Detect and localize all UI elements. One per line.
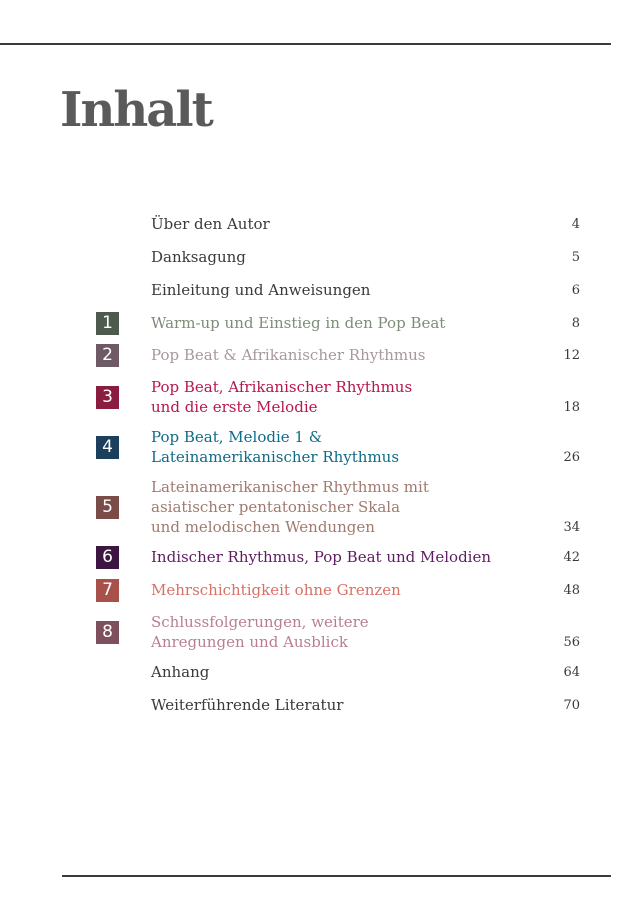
toc-entry[interactable]	[0, 695, 640, 715]
toc-entry-title-line: Pop Beat, Melodie 1 &	[151, 428, 323, 446]
toc-entry-page-number: 64	[563, 665, 580, 680]
toc-entry-title	[151, 695, 541, 715]
toc-entry[interactable]	[0, 612, 640, 652]
toc-entry-title	[151, 247, 541, 267]
toc-entry[interactable]	[0, 427, 640, 467]
chapter-number-badge: 2	[96, 344, 119, 367]
toc-entry-title	[151, 377, 541, 417]
toc-entry[interactable]	[0, 345, 640, 365]
toc-entry-title-line: und die erste Melodie	[151, 398, 318, 416]
toc-entry-title-line: Anhang	[151, 663, 210, 681]
toc-entry-title-line: Pop Beat & Afrikanischer Rhythmus	[151, 346, 426, 364]
chapter-number-badge: 6	[96, 546, 119, 569]
toc-entry-title-line: Pop Beat, Afrikanischer Rhythmus	[151, 378, 413, 396]
toc-entry-page-number: 18	[563, 400, 580, 415]
bottom-divider	[62, 875, 611, 877]
toc-entry[interactable]	[0, 313, 640, 333]
toc-entry-page-number: 42	[563, 550, 580, 565]
toc-entry-page-number: 6	[571, 283, 580, 298]
toc-entry[interactable]	[0, 214, 640, 234]
chapter-number-badge: 8	[96, 621, 119, 644]
toc-entry-title	[151, 580, 541, 600]
toc-entry-title	[151, 662, 541, 682]
toc-entry[interactable]	[0, 247, 640, 267]
toc-entry-page-number: 70	[563, 698, 580, 713]
toc-entry-title-line: Schlussfolgerungen, weitere	[151, 613, 369, 631]
toc-entry-page-number: 12	[563, 348, 580, 363]
toc-entry-page-number: 34	[563, 520, 580, 535]
chapter-number-badge: 5	[96, 496, 119, 519]
toc-entry-title	[151, 313, 541, 333]
toc-entry-title-line: Danksagung	[151, 248, 246, 266]
toc-entry-title-line: Indischer Rhythmus, Pop Beat und Melodien	[151, 548, 492, 566]
toc-entry[interactable]	[0, 662, 640, 682]
toc-entry-title-line: Warm-up und Einstieg in den Pop Beat	[151, 314, 446, 332]
chapter-number-badge: 4	[96, 436, 119, 459]
toc-entry[interactable]	[0, 580, 640, 600]
toc-entry[interactable]	[0, 377, 640, 417]
toc-entry-title	[151, 612, 541, 652]
toc-entry-page-number: 48	[563, 583, 580, 598]
toc-entry-title-line: Lateinamerikanischer Rhythmus mit	[151, 478, 429, 496]
toc-entry-page-number: 26	[563, 450, 580, 465]
toc-entry[interactable]	[0, 280, 640, 300]
toc-entry-page-number: 8	[571, 316, 580, 331]
page-title: Inhalt	[60, 82, 212, 138]
toc-entry-page-number: 5	[571, 250, 580, 265]
toc-entry-title	[151, 345, 541, 365]
chapter-number-badge: 7	[96, 579, 119, 602]
toc-entry-title	[151, 547, 541, 567]
toc-entry-title	[151, 427, 541, 467]
toc-entry-title-line: und melodischen Wendungen	[151, 518, 375, 536]
toc-entry-title-line: asiatischer pentatonischer Skala	[151, 498, 401, 516]
chapter-number-badge: 1	[96, 312, 119, 335]
toc-entry-title-line: Weiterführende Literatur	[151, 696, 344, 714]
toc-entry-title-line: Anregungen und Ausblick	[151, 633, 348, 651]
toc-entry-title-line: Einleitung und Anweisungen	[151, 281, 371, 299]
toc-entry[interactable]	[0, 547, 640, 567]
toc-entry-title-line: Lateinamerikanischer Rhythmus	[151, 448, 400, 466]
top-divider	[0, 43, 611, 45]
toc-entry-title	[151, 477, 541, 537]
toc-entry-title	[151, 280, 541, 300]
toc-entry-title-line: Über den Autor	[151, 215, 270, 233]
toc-entry[interactable]	[0, 477, 640, 537]
toc-entry-page-number: 56	[563, 635, 580, 650]
toc-entry-title	[151, 214, 541, 234]
toc-entry-page-number: 4	[571, 217, 580, 232]
chapter-number-badge: 3	[96, 386, 119, 409]
toc-entry-title-line: Mehrschichtigkeit ohne Grenzen	[151, 581, 401, 599]
